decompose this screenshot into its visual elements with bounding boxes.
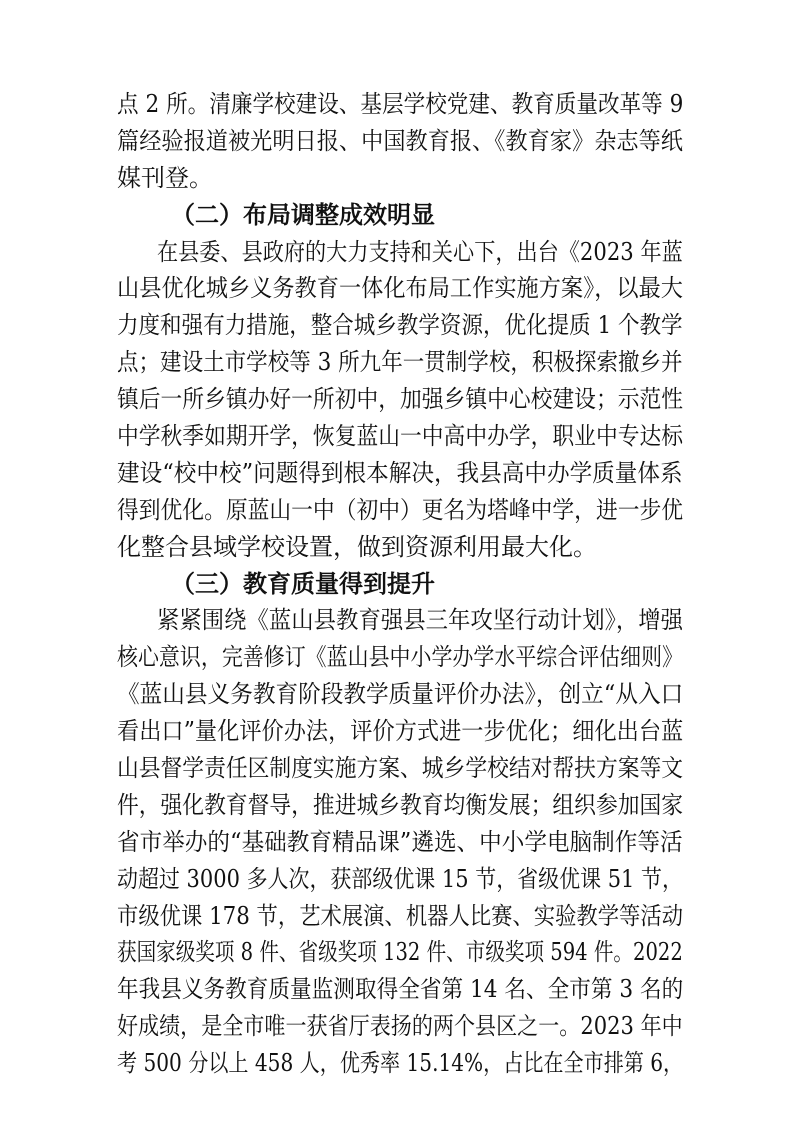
paragraph-line: 化整合县域学校设置，做到资源利用最大化。 [117,532,597,561]
paragraph-line: 动超过 3000 多人次，获部级优课 15 节，省级优课 51 节， [117,864,683,893]
paragraph-line: 建设“校中校”问题得到根本解决，我县高中办学质量体系 [117,458,683,487]
section-heading: （二）布局调整成效明显 [171,199,435,229]
paragraph-line: 看出口”量化评价办法，评价方式进一步优化；细化出台蓝 [117,717,684,746]
paragraph-line: 在县委、县政府的大力支持和关心下，出台《2023 年蓝 [157,237,683,266]
paragraph-line: 中学秋季如期开学，恢复蓝山一中高中办学，职业中专达标 [117,422,684,451]
paragraph-line: 年我县义务教育质量监测取得全省第 14 名、全市第 3 名的 [117,975,684,1004]
paragraph-line: 考 500 分以上 458 人，优秀率 15.14%，占比在全市排第 6， [117,1049,684,1078]
paragraph-line: 紧紧围绕《蓝山县教育强县三年攻坚行动计划》，增强 [157,606,683,635]
paragraph-line: 篇经验报道被光明日报、中国教育报、《教育家》杂志等纸 [117,126,683,155]
paragraph-line: 获国家级奖项 8 件、省级奖项 132 件、市级奖项 594 件。2022 [117,938,683,967]
section-heading: （三）教育质量得到提升 [171,568,435,598]
paragraph-line: 山县督学责任区制度实施方案、城乡学校结对帮扶方案等文 [117,754,684,783]
paragraph-line: 件，强化教育督导，推进城乡教育均衡发展；组织参加国家 [117,790,684,819]
paragraph-line: 好成绩，是全市唯一获省厅表扬的两个县区之一。2023 年中 [117,1012,683,1041]
document-body [117,86,683,1082]
paragraph-line: 山县优化城乡义务教育一体化布局工作实施方案》，以最大 [117,274,683,303]
paragraph-line: 点 2 所。清廉学校建设、基层学校党建、教育质量改革等 9 [117,90,684,118]
paragraph-line: 市级优课 178 节，艺术展演、机器人比赛、实验教学等活动 [117,901,684,930]
paragraph-line: 《蓝山县义务教育阶段教学质量评价办法》，创立“从入口 [117,680,684,709]
paragraph-line: 得到优化。原蓝山一中（初中）更名为塔峰中学，进一步优 [117,495,684,524]
paragraph-line: 核心意识，完善修订《蓝山县中小学办学水平综合评估细则》 [117,643,684,672]
paragraph-line: 镇后一所乡镇办好一所初中，加强乡镇中心校建设；示范性 [117,385,684,414]
paragraph-line: 媒刊登。 [117,163,213,192]
paragraph-line: 点；建设土市学校等 3 所九年一贯制学校，积极探索撤乡并 [117,348,683,377]
paragraph-line: 力度和强有力措施，整合城乡教学资源，优化提质 1 个教学 [117,311,683,340]
paragraph-line: 省市举办的“基础教育精品课”遴选、中小学电脑制作等活 [117,827,683,856]
